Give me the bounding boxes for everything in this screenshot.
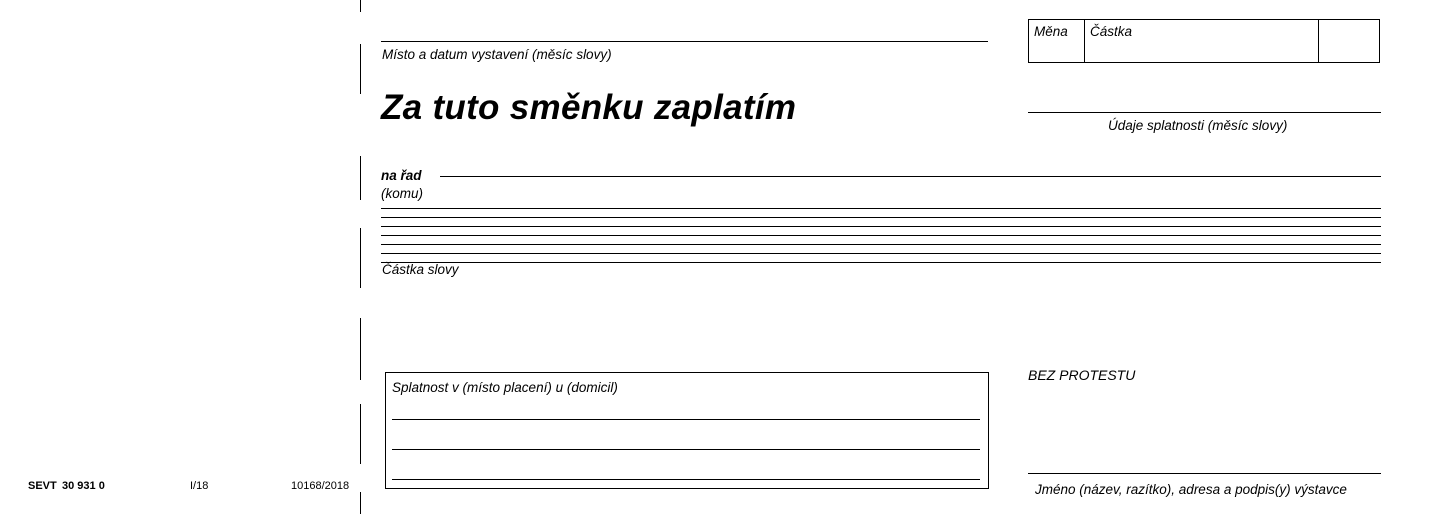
writing-line-5[interactable] <box>381 244 1381 245</box>
fold-mark-2 <box>360 44 361 94</box>
to-whom-label: (komu) <box>381 186 424 201</box>
place-date-label: Místo a datum vystavení (měsíc slovy) <box>382 47 612 62</box>
fold-mark-1 <box>360 0 361 12</box>
writing-line-2[interactable] <box>381 217 1381 218</box>
page-title: Za tuto směnku zaplatím <box>381 88 797 127</box>
payable-at-line-1[interactable] <box>392 419 980 420</box>
fold-mark-5 <box>360 318 361 380</box>
fold-mark-6 <box>360 404 361 464</box>
writing-line-6[interactable] <box>381 253 1381 254</box>
footer-publisher: SEVT <box>28 480 57 492</box>
writing-line-4[interactable] <box>381 235 1381 236</box>
footer-edition: I/18 <box>190 480 209 492</box>
amount-cell[interactable] <box>1085 20 1319 62</box>
issuer-signature-label: Jméno (název, razítko), adresa a podpis(y) výstavce <box>1035 482 1347 497</box>
amount-extra-cell[interactable] <box>1319 20 1379 62</box>
without-protest-label: BEZ PROTESTU <box>1028 367 1136 383</box>
currency-cell[interactable] <box>1029 20 1085 62</box>
payable-at-line-2[interactable] <box>392 449 980 450</box>
amount-box <box>1028 19 1380 63</box>
currency-header: Měna <box>1034 24 1068 39</box>
writing-line-3[interactable] <box>381 226 1381 227</box>
maturity-line[interactable] <box>1028 112 1381 113</box>
footer-code: 30 931 0 <box>62 480 105 492</box>
fold-mark-7 <box>360 492 361 514</box>
payable-at-box[interactable] <box>385 372 989 489</box>
place-date-line[interactable] <box>381 41 988 42</box>
payable-at-line-3[interactable] <box>392 479 980 480</box>
amount-header: Částka <box>1090 24 1133 39</box>
to-order-line[interactable] <box>440 176 1381 177</box>
writing-line-1[interactable] <box>381 208 1381 209</box>
fold-mark-3 <box>360 156 361 200</box>
payable-at-label: Splatnost v (místo placení) u (domicil) <box>392 380 618 395</box>
footer-doc-number: 10168/2018 <box>291 480 350 492</box>
amount-in-words-label: Částka slovy <box>382 262 459 277</box>
to-order-label: na řad <box>381 168 422 183</box>
maturity-label: Údaje splatnosti (měsíc slovy) <box>1108 118 1288 133</box>
fold-mark-4 <box>360 228 361 288</box>
issuer-signature-line[interactable] <box>1028 473 1381 474</box>
writing-line-7[interactable] <box>381 262 1381 263</box>
